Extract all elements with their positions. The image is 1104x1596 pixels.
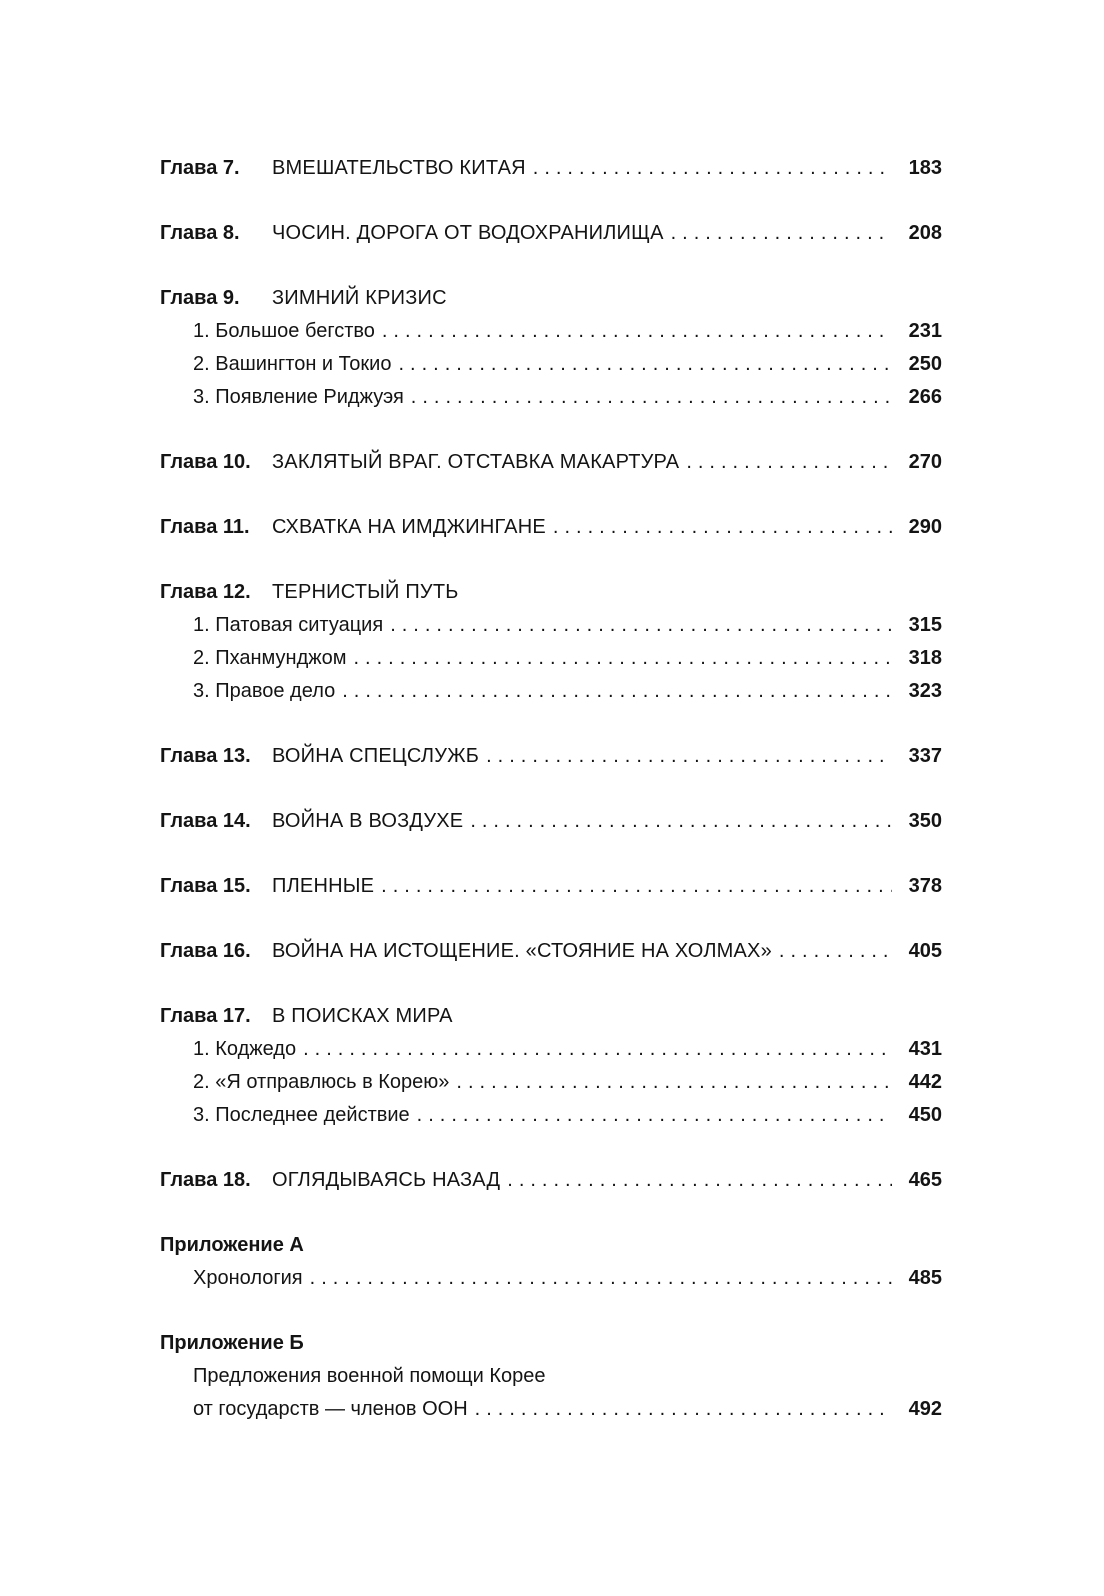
toc-entry-heading [160, 1327, 942, 1360]
appendix-label: Приложение Б [160, 1332, 304, 1354]
chapter-label: Глава 9. [160, 287, 240, 309]
chapter-block [160, 740, 942, 773]
chapter-label: Глава 7. [160, 157, 240, 179]
toc-subentry [160, 381, 942, 414]
toc-entry-heading [160, 935, 942, 968]
chapter-title: ЧОСИН. ДОРОГА ОТ ВОДОХРАНИЛИЩА [272, 222, 664, 244]
appendix-block [160, 1229, 942, 1295]
dot-leader [310, 1262, 892, 1295]
page-number: 183 [908, 157, 942, 179]
toc-entry-heading [160, 446, 942, 479]
toc-entry-heading [160, 152, 942, 185]
dot-leader [533, 152, 892, 185]
page-number: 208 [908, 222, 942, 244]
toc-entry-heading [160, 217, 942, 250]
dot-leader [417, 1099, 892, 1132]
toc-subentry [160, 348, 942, 381]
chapter-title: ЗИМНИЙ КРИЗИС [272, 287, 447, 309]
dot-leader [671, 217, 892, 250]
toc-subentry [160, 315, 942, 348]
subentry-title: 1. Патовая ситуация [193, 614, 384, 636]
chapter-block [160, 511, 942, 544]
chapter-block [160, 576, 942, 708]
toc-subentry [160, 1393, 942, 1426]
chapter-label: Глава 16. [160, 940, 251, 962]
toc-subentry [160, 1066, 942, 1099]
toc-subentry [160, 642, 942, 675]
chapter-label: Глава 14. [160, 810, 251, 832]
toc-subentry [160, 675, 942, 708]
page-number: 318 [908, 647, 942, 669]
subentry-title: 3. Правое дело [193, 680, 336, 702]
page-number: 450 [908, 1104, 942, 1126]
chapter-block [160, 1000, 942, 1132]
chapter-title: В ПОИСКАХ МИРА [272, 1005, 453, 1027]
appendix-label: Приложение А [160, 1234, 304, 1256]
chapter-block [160, 935, 942, 968]
page-number: 270 [908, 451, 942, 473]
toc-list [160, 152, 942, 1426]
page-number: 315 [908, 614, 942, 636]
subentry-title: 3. Появление Риджуэя [193, 386, 404, 408]
dot-leader [381, 870, 892, 903]
chapter-block [160, 446, 942, 479]
dot-leader [303, 1033, 892, 1066]
toc-entry-heading [160, 1229, 942, 1262]
chapter-block [160, 1164, 942, 1197]
chapter-title: ВМЕШАТЕЛЬСТВО КИТАЯ [272, 157, 526, 179]
chapter-label: Глава 11. [160, 516, 250, 538]
toc-entry-heading [160, 1000, 942, 1033]
toc-entry-heading [160, 805, 942, 838]
toc-subentry [160, 1360, 942, 1393]
toc-entry-heading [160, 1164, 942, 1197]
chapter-label: Глава 8. [160, 222, 240, 244]
subentry-title: 1. Большое бегство [193, 320, 375, 342]
toc-subentry [160, 1033, 942, 1066]
dot-leader [686, 446, 892, 479]
page-number: 250 [908, 353, 942, 375]
subentry-title: Предложения военной помощи Корее [193, 1365, 546, 1387]
page-number: 290 [908, 516, 942, 538]
chapter-block [160, 152, 942, 185]
page-number: 231 [908, 320, 942, 342]
subentry-title: 2. Вашингтон и Токио [193, 353, 392, 375]
subentry-title: 1. Коджедо [193, 1038, 297, 1060]
page-number: 337 [908, 745, 942, 767]
chapter-block [160, 217, 942, 250]
page-number: 378 [908, 875, 942, 897]
page-number: 350 [908, 810, 942, 832]
page-number: 431 [908, 1038, 942, 1060]
subentry-title: от государств — членов ООН [193, 1398, 468, 1420]
toc-entry-heading [160, 511, 942, 544]
dot-leader [354, 642, 893, 675]
subentry-title: Хронология [193, 1267, 303, 1289]
dot-leader [486, 740, 892, 773]
page-number: 442 [908, 1071, 942, 1093]
page-number: 323 [908, 680, 942, 702]
page-number: 485 [908, 1267, 942, 1289]
subentry-title: 2. Пханмунджом [193, 647, 347, 669]
toc-subentry [160, 1262, 942, 1295]
toc-subentry [160, 1099, 942, 1132]
dot-leader [411, 381, 892, 414]
chapter-label: Глава 15. [160, 875, 251, 897]
page-number: 492 [908, 1398, 942, 1420]
dot-leader [779, 935, 892, 968]
chapter-label: Глава 17. [160, 1005, 251, 1027]
chapter-title: ВОЙНА В ВОЗДУХЕ [272, 810, 464, 832]
toc-entry-heading [160, 740, 942, 773]
page-number: 405 [908, 940, 942, 962]
subentry-title: 2. «Я отправлюсь в Корею» [193, 1071, 450, 1093]
chapter-block [160, 805, 942, 838]
chapter-label: Глава 12. [160, 581, 251, 603]
dot-leader [475, 1393, 892, 1426]
chapter-title: СХВАТКА НА ИМДЖИНГАНЕ [272, 516, 546, 538]
chapter-label: Глава 18. [160, 1169, 251, 1191]
chapter-title: ВОЙНА СПЕЦСЛУЖБ [272, 745, 480, 767]
chapter-title: ВОЙНА НА ИСТОЩЕНИЕ. «СТОЯНИЕ НА ХОЛМАХ» [272, 940, 772, 962]
chapter-block [160, 870, 942, 903]
chapter-title: ЗАКЛЯТЫЙ ВРАГ. ОТСТАВКА МАКАРТУРА [272, 451, 680, 473]
toc-subentry [160, 609, 942, 642]
dot-leader [553, 511, 892, 544]
chapter-title: ПЛЕННЫЕ [272, 875, 375, 897]
chapter-title: ТЕРНИСТЫЙ ПУТЬ [272, 581, 459, 603]
dot-leader [398, 348, 892, 381]
toc-entry-heading [160, 576, 942, 609]
dot-leader [507, 1164, 892, 1197]
table-of-contents [160, 152, 942, 1458]
toc-entry-heading [160, 870, 942, 903]
toc-entry-heading [160, 282, 942, 315]
dot-leader [470, 805, 892, 838]
page-number: 266 [908, 386, 942, 408]
dot-leader [456, 1066, 892, 1099]
chapter-label: Глава 10. [160, 451, 251, 473]
chapter-block [160, 282, 942, 414]
chapter-label: Глава 13. [160, 745, 251, 767]
dot-leader [342, 675, 892, 708]
dot-leader [390, 609, 892, 642]
page-number: 465 [908, 1169, 942, 1191]
chapter-title: ОГЛЯДЫВАЯСЬ НАЗАД [272, 1169, 501, 1191]
appendix-block [160, 1327, 942, 1426]
dot-leader [382, 315, 892, 348]
subentry-title: 3. Последнее действие [193, 1104, 410, 1126]
